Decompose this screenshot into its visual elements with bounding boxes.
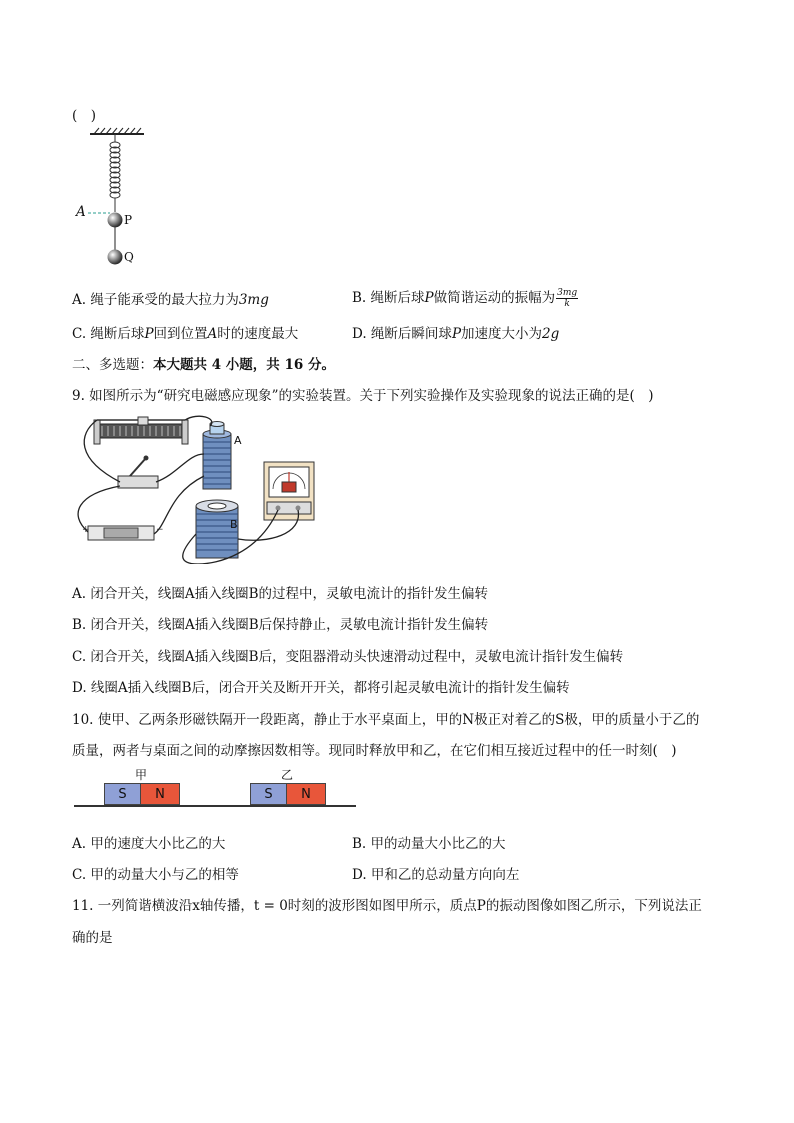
q9-option-a: A. 闭合开关，线圈A插入线圈B的过程中，灵敏电流计的指针发生偏转 (72, 586, 489, 602)
magnet-yi-s-pole: S (250, 783, 287, 805)
q8-bracket: ( ) (72, 108, 97, 124)
coil-b-label: B (230, 518, 238, 531)
coil-a-label: A (234, 434, 242, 447)
q8-option-c-suffix: 时的速度最大 (217, 326, 299, 342)
q8-option-c-text: C. 绳断后球 (72, 326, 145, 342)
q8-option-d-text: D. 绳断后瞬间球 (352, 326, 452, 342)
q10-option-a: A. 甲的速度大小比乙的大 (72, 836, 226, 852)
fraction-numerator: 3mg (557, 288, 578, 298)
q10-option-b: B. 甲的动量大小比乙的大 (352, 836, 506, 852)
label-q: Q (124, 250, 134, 264)
ball-p (108, 213, 123, 228)
q8-option-d-math: 2g (542, 326, 560, 342)
q9-option-c: C. 闭合开关，线圈A插入线圈B后，变阻器滑动头快速滑动过程中，灵敏电流计指针发生偏转 (72, 649, 624, 665)
q9-option-b: B. 闭合开关，线圈A插入线圈B后保持静止，灵敏电流计指针发生偏转 (72, 617, 489, 633)
q9-option-d: D. 线圈A插入线圈B后，闭合开关及断开开关，都将引起灵敏电流计的指针发生偏转 (72, 680, 570, 696)
magnet-jia-n-pole: N (140, 783, 180, 805)
label-a: A (76, 204, 86, 220)
magnet-jia-label: 甲 (135, 768, 148, 782)
q11-stem-line1: 11. 一列简谐横波沿x轴传播，t = 0时刻的波形图如图甲所示，质点P的振动图像如图乙所示，下列说法正 (72, 898, 702, 914)
q8-option-d (352, 322, 559, 342)
label-p: P (124, 213, 133, 227)
spring-pendulum-figure (70, 126, 160, 274)
q9-stem: 9. 如图所示为“研究电磁感应现象”的实验装置。关于下列实验操作及实验现象的说法正确的是( ) (72, 388, 654, 404)
q8-option-d-suffix: 加速度大小为 (461, 326, 543, 342)
section-2-desc: 本大题共 4 小题，共 16 分。 (153, 357, 335, 373)
magnet-yi-label: 乙 (281, 768, 294, 782)
induction-apparatus-figure (68, 414, 328, 564)
q8-option-c (72, 322, 298, 342)
table-surface (74, 805, 356, 807)
svg-text:+: + (82, 525, 90, 535)
q8-option-c-mid: 回到位置 (153, 326, 208, 342)
q8-option-c-var2: A (207, 326, 218, 342)
q8-option-b (352, 286, 578, 309)
section-2-header (72, 353, 335, 373)
section-2-label: 二、多选题： (72, 357, 153, 373)
svg-text:−: − (156, 525, 164, 535)
q8-option-a-math: 3mg (238, 292, 269, 308)
fraction-denominator: k (564, 299, 570, 309)
magnet-jia-s-pole: S (104, 783, 141, 805)
q8-option-c-var1: P (144, 326, 154, 342)
magnet-yi-n-pole: N (286, 783, 326, 805)
ball-q (108, 250, 123, 265)
q10-option-c: C. 甲的动量大小与乙的相等 (72, 867, 239, 883)
q11-stem-line2: 确的是 (72, 930, 113, 946)
q8-option-b-text: B. 绳断后球 (352, 290, 425, 306)
q10-stem-line2: 质量，两者与桌面之间的动摩擦因数相等。现同时释放甲和乙，在它们相互接近过程中的任一时刻( ) (72, 743, 677, 759)
q8-option-b-var: P (424, 290, 434, 306)
q8-option-d-var: P (451, 326, 462, 342)
amplitude-fraction (556, 288, 578, 309)
q8-option-a-text: A. 绳子能承受的最大拉力为 (72, 292, 239, 308)
q8-option-a (72, 288, 269, 308)
q10-stem-line1: 10. 使甲、乙两条形磁铁隔开一段距离，静止于水平桌面上，甲的N极正对着乙的S极，甲的质量小于乙的 (72, 712, 700, 728)
q10-option-d: D. 甲和乙的总动量方向向左 (352, 867, 520, 883)
q8-option-b-mid: 做简谐运动的振幅为 (433, 290, 556, 306)
